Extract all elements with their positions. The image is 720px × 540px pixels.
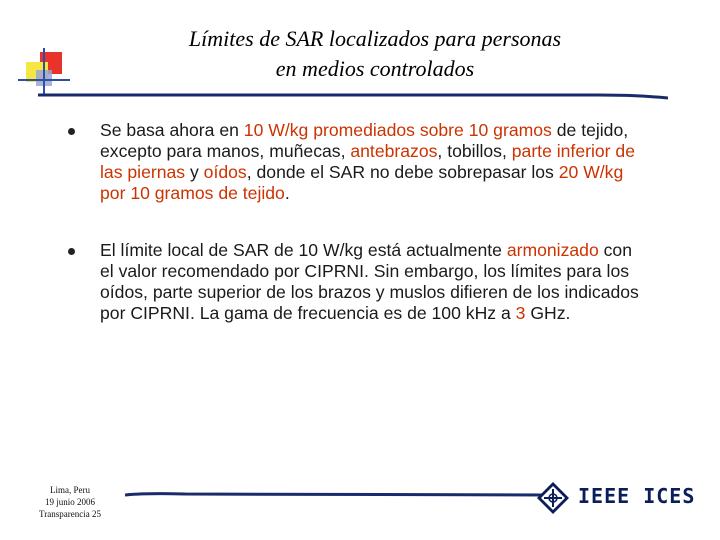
bullet-item-2	[60, 240, 640, 324]
footer-location: Lima, Peru	[50, 485, 90, 495]
footer-date: 19 junio 2006	[44, 497, 95, 507]
text-segment: con el valor recomendado por CIPRNI. Sin embargo, los límites para los oídos, parte superior de los brazos y muslos difieren de los indicados por CIPRNI. La gama de frecuencia es de 100 kHz a	[100, 240, 639, 323]
text-segment: de tejido, excepto para manos, muñecas,	[100, 120, 629, 161]
bullet-dot-icon	[68, 248, 75, 255]
bullet-list	[60, 120, 640, 360]
highlight-segment: antebrazos	[350, 141, 438, 161]
title-underline	[38, 88, 668, 104]
colored-squares-logo	[0, 0, 80, 100]
highlight-segment: oídos	[203, 162, 247, 182]
text-segment: .	[284, 183, 290, 203]
slide-title-line-1: Límites de SAR localizados para personas	[188, 26, 562, 51]
ieee-diamond-icon	[536, 481, 570, 515]
text-segment: GHz.	[525, 303, 571, 323]
text-segment: y	[185, 162, 204, 182]
slide-title	[95, 24, 655, 84]
text-segment: , tobillos,	[437, 141, 512, 161]
highlight-segment: 10 W/kg promediados sobre 10 gramos	[243, 120, 552, 140]
footer-rule	[125, 490, 545, 500]
footer-info	[22, 484, 118, 520]
bullet-text	[100, 240, 640, 324]
highlight-segment: 20 W/kg por 10 gramos de tejido	[100, 162, 624, 203]
bullet-dot-icon	[68, 128, 75, 135]
text-segment: El límite local de SAR de 10 W/kg está actualmente	[100, 240, 507, 260]
bullet-item-1	[60, 120, 640, 204]
text-segment: Se basa ahora en	[100, 120, 244, 140]
org-name: IEEE ICES	[578, 484, 696, 508]
footer-slide-number: Transparencia 25	[39, 509, 101, 519]
highlight-segment: 3	[515, 303, 526, 323]
highlight-segment: armonizado	[506, 240, 599, 260]
slide-title-line-2: en medios controlados	[275, 56, 475, 81]
bullet-text	[100, 120, 640, 204]
highlight-segment: parte inferior de las piernas	[100, 141, 635, 182]
text-segment: , donde el SAR no debe sobrepasar los	[246, 162, 559, 182]
